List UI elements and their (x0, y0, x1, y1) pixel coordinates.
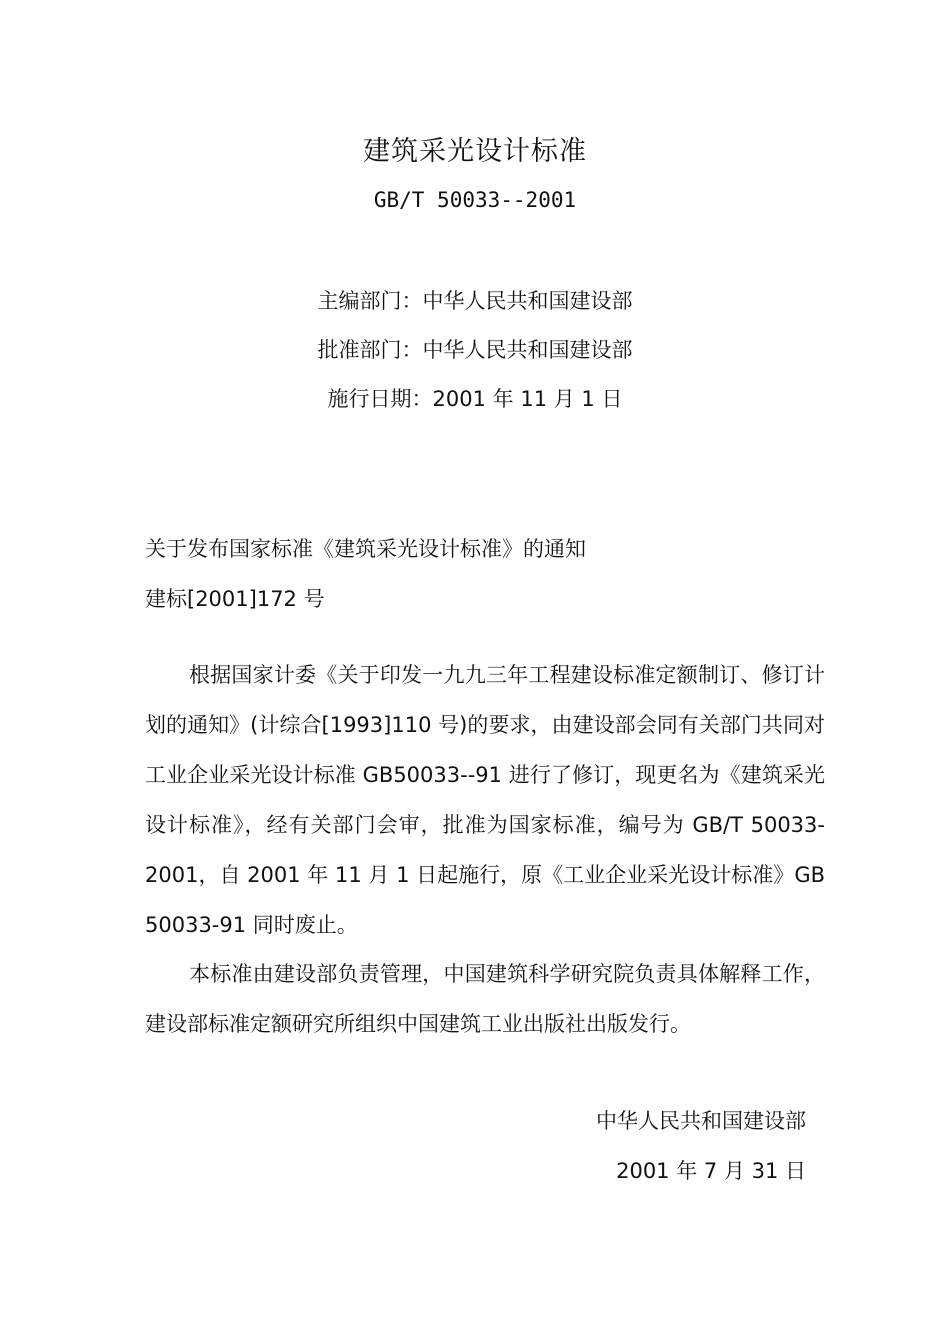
standard-code: GB/T 50033--2001 (373, 188, 577, 212)
notice-paragraph: 本标准由建设部负责管理，中国建筑科学研究院负责具体解释工作，建设部标准定额研究所组织中国建筑工业出版社出版发行。 (145, 962, 825, 1036)
notice-number: 建标[2001]172 号 (145, 587, 325, 611)
signature-organization: 中华人民共和国建设部 (596, 1109, 806, 1133)
editor-department: 主编部门：中华人民共和国建设部 (317, 289, 633, 313)
document-title: 建筑采光设计标准 (363, 136, 587, 167)
effective-date: 施行日期：2001 年 11 月 1 日 (327, 387, 623, 411)
notice-title: 关于发布国家标准《建筑采光设计标准》的通知 (145, 537, 586, 561)
signature-date: 2001 年 7 月 31 日 (616, 1159, 806, 1183)
notice-paragraph: 根据国家计委《关于印发一九九三年工程建设标准定额制订、修订计划的通知》(计综合[1993]110 号)的要求，由建设部会同有关部门共同对工业企业采光设计标准 GB50033--91 进行了修订，现更名为《建筑采光设计标准》，经有关部门会审，批准为国家标准，编号为 GB/T 50033-2001，自 2001 年 11 月 1 日起施行，原《工业企业采光设计标准》GB 50033-91 同时废止。 (145, 663, 825, 937)
approval-department: 批准部门：中华人民共和国建设部 (317, 338, 633, 362)
